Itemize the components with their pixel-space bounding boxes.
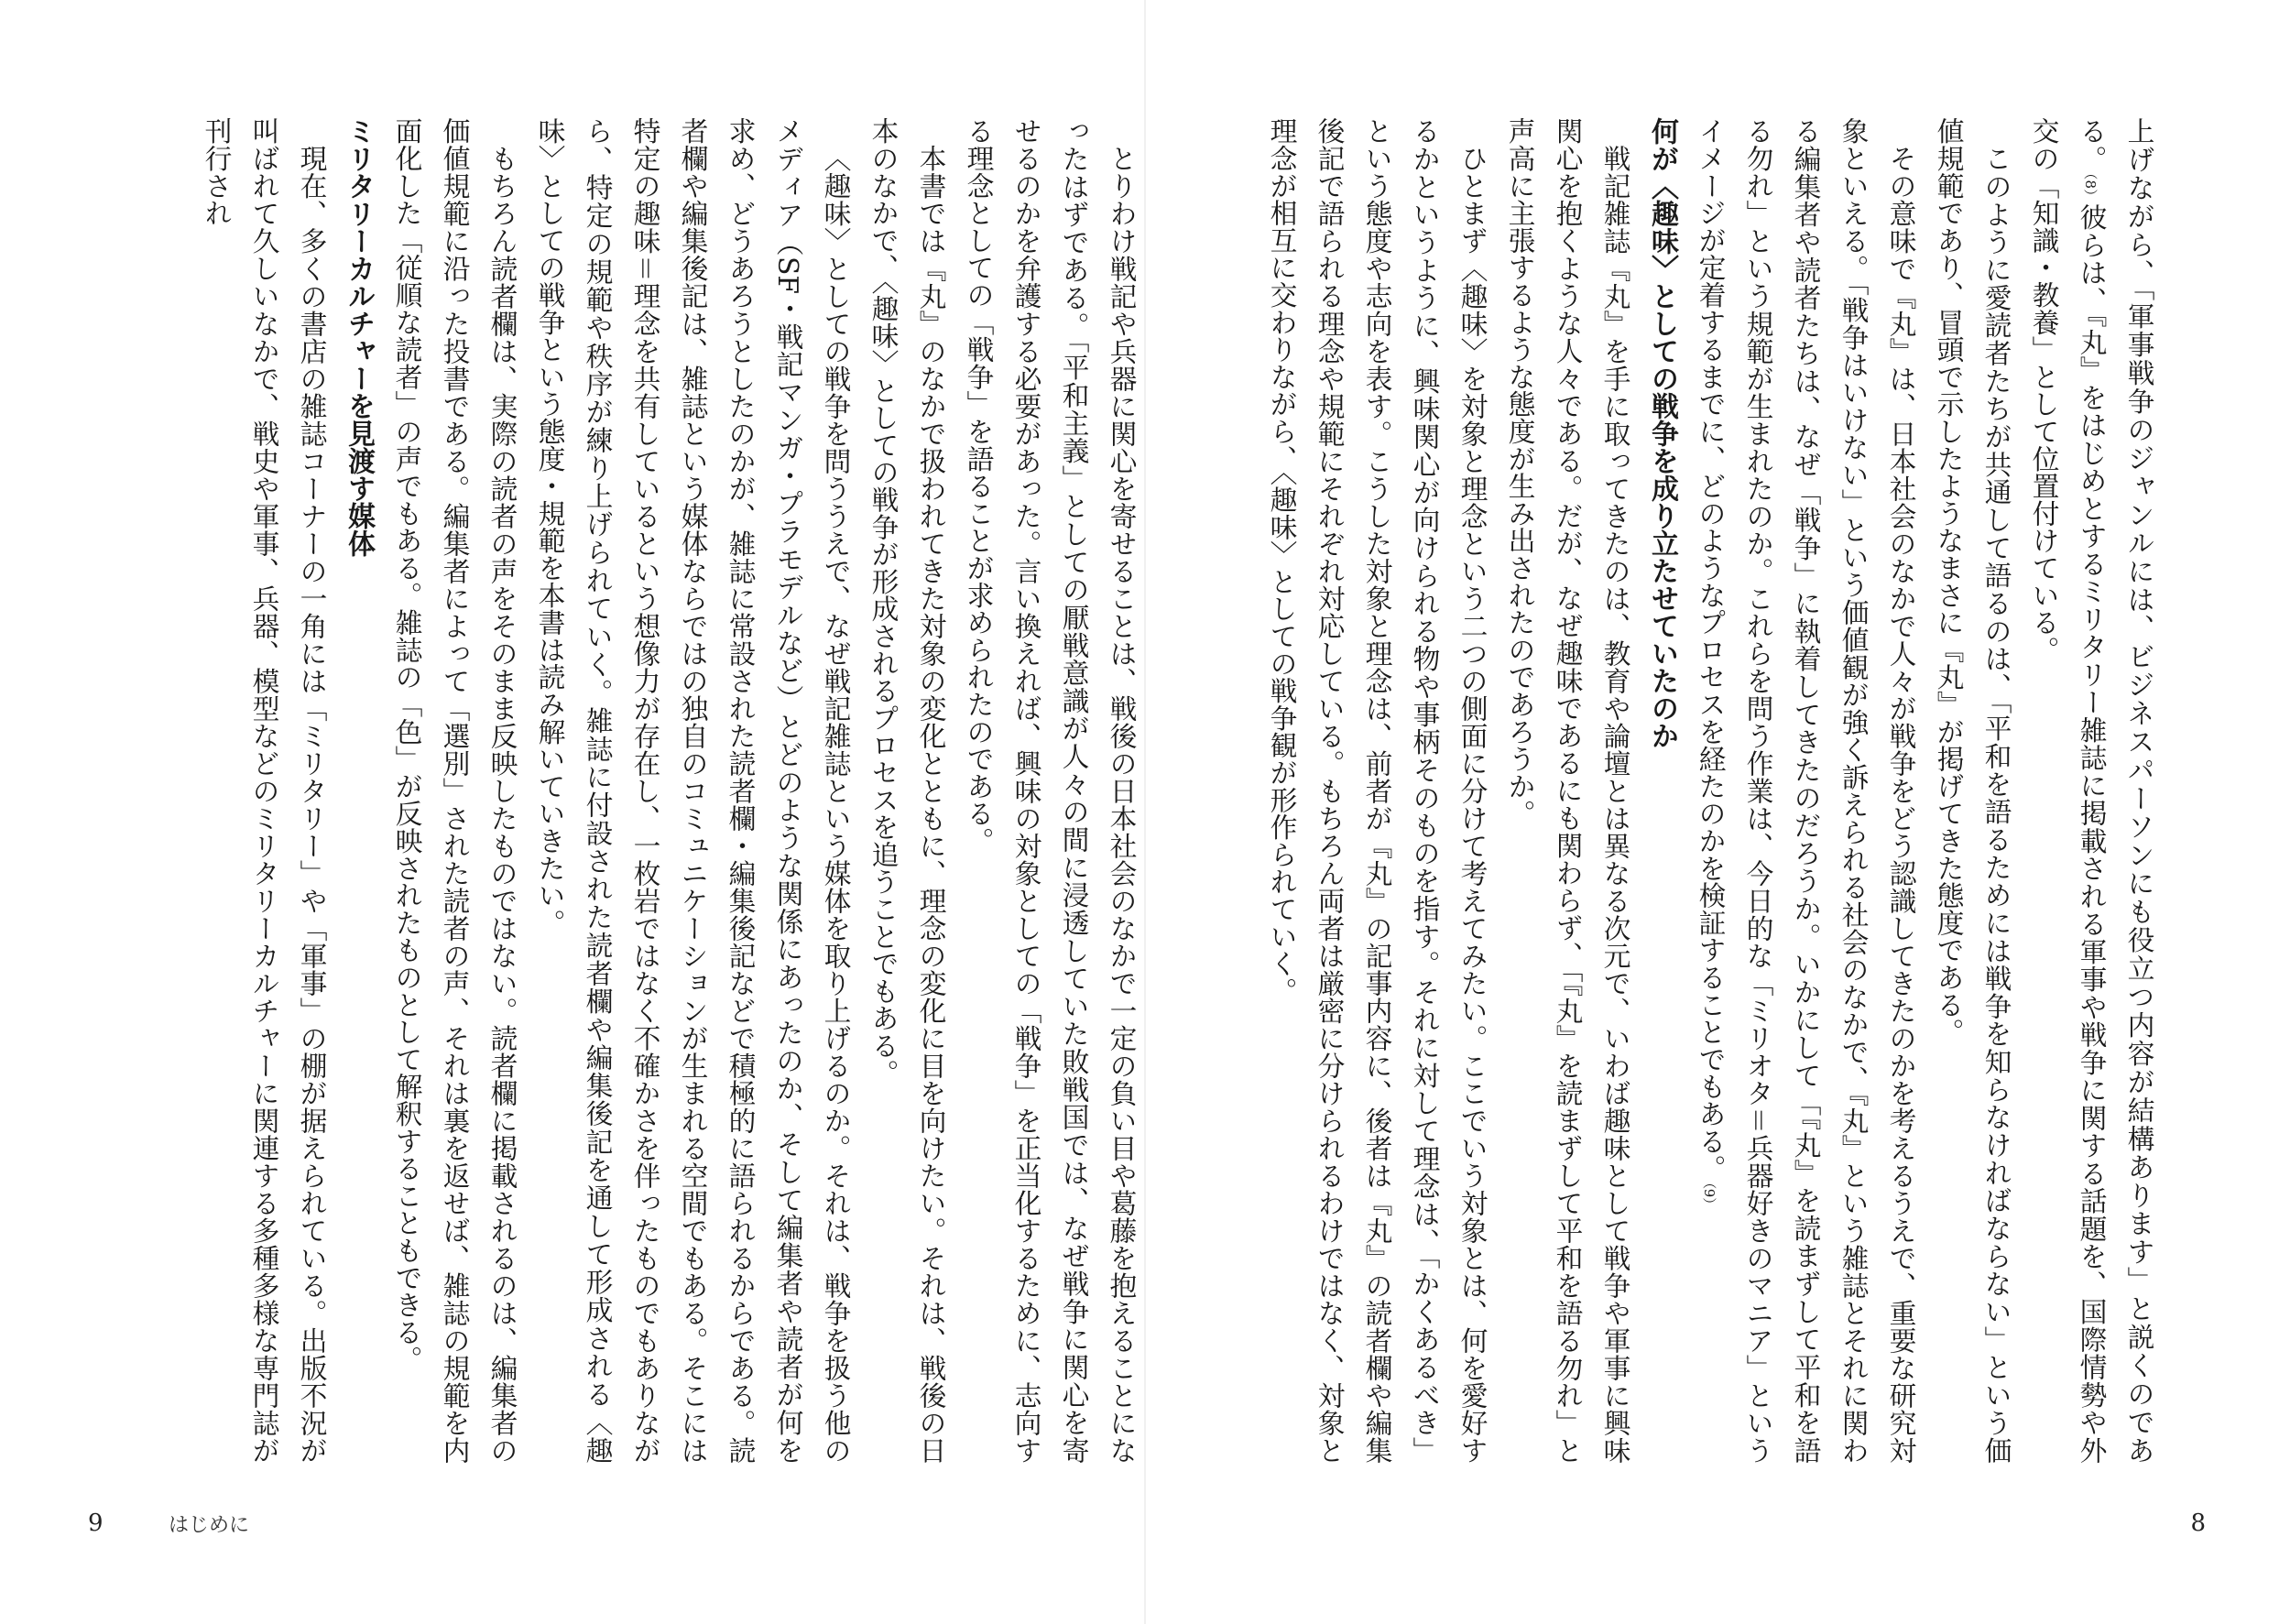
continuation-text: 上げながら、「軍事戦争のジャンルには、ビジネスパーソンにも役立つ内容が結構あります」と説くのである。 <box>2075 117 2154 1464</box>
paragraph: 本書では『丸』のなかで扱われてきた対象の変化とともに、理念の変化に目を向けたい。それは、戦後の日本のなかで、〈趣味〉としての戦争が形成されるプロセスを追うことでもある。 <box>867 117 946 1464</box>
left-page-body <box>146 117 1144 1464</box>
paragraph: 現在、多くの書店の雑誌コーナーの一角には「ミリタリー」や「軍事」の棚が据えられている。出版不況が叫ばれて久しいなかで、戦史や軍事、兵器、模型などのミリタリーカルチャーに関連する多種多様な専門誌が刊行され <box>200 117 327 1464</box>
left-page <box>0 0 1144 1624</box>
continuation-text: 彼らは、『丸』をはじめとするミリタリー雑誌に掲載される軍事や戦争に関する話題を、国際情勢や外交の「知識・教養」として位置付けている。 <box>2027 117 2107 1464</box>
section-heading: ミリタリーカルチャーを見渡す媒体 <box>343 117 375 557</box>
paragraph: 戦記雑誌『丸』を手に取ってきたのは、教育や論壇とは異なる次元で、いわば趣味として戦争や軍事に興味関心を抱くような人々である。だが、なぜ趣味であるにも関わらず、「『丸』を読まずして平和を語る勿れ」と声高に主張するような態度が生み出されたのであろうか。 <box>1503 117 1630 1464</box>
footnote-ref: （9） <box>1701 1182 1718 1212</box>
footnote-ref: （8） <box>2082 172 2099 203</box>
right-page <box>1146 0 2290 1624</box>
running-head: はじめに <box>169 1514 250 1537</box>
page-number: 9 <box>88 1510 104 1537</box>
paragraph: とりわけ戦記や兵器に関心を寄せることは、戦後の日本社会のなかで一定の負い目や葛藤を抱えることになったはずである。「平和主義」としての厭戦意識が人々の間に浸透していた敗戦国では、なぜ戦争に関心を寄せるのかを弁護する必要があった。言い換えれば、興味の対象としての「戦争」を正当化するために、志向する理念としての「戦争」を語ることが求められたのである。 <box>962 117 1137 1464</box>
paragraph <box>1685 117 1924 1464</box>
page-number: 8 <box>2190 1510 2206 1537</box>
paragraph: ひとまず〈趣味〉を対象と理念という二つの側面に分けて考えてみたい。ここでいう対象とは、何を愛好するかというように、興味関心が向けられる物や事柄そのものを指す。それに対して理念は、「かくあるべき」という態度や志向を表す。こうした対象と理念は、前者が『丸』の記事内容に、後者は『丸』の読者欄や編集後記で語られる理念や規範にそれぞれ対応している。もちろん両者は厳密に分けられるわけではなく、対象と理念が相互に交わりながら、〈趣味〉としての戦争観が形作られていく。 <box>1265 117 1488 1464</box>
right-page-body <box>1163 117 2162 1464</box>
paragraph: もちろん読者欄は、実際の読者の声をそのまま反映したものではない。読者欄に掲載されるのは、編集者の価値規範に沿った投書である。編集者によって「選別」された読者の声、それは裏を返せば、雑誌の規範を内面化した「従順な読者」の声でもある。雑誌の「色」が反映されたものとして解釈することもできる。 <box>390 117 518 1464</box>
paragraph-text: その意味で『丸』は、日本社会のなかで人々が戦争をどう認識してきたのかを考えるうえで、重要な研究対象といえる。「戦争はいけない」という価値観が強く訴えられる社会のなかで、『丸』という雑誌とそれに関わる編集者や読者たちは、なぜ「戦争」に執着してきたのだろうか。いかにして「『丸』を読まずして平和を語る勿れ」という規範が生まれたのか。これらを問う作業は、今日的な「ミリオタ＝兵器好きのマニア」というイメージが定着するまでに、どのようなプロセスを経たのかを検証することでもある。 <box>1694 117 1916 1464</box>
paragraph: 〈趣味〉としての戦争を問ううえで、なぜ戦記雑誌という媒体を取り上げるのか。それは、戦争を扱う他のメディア（SF・戦記マンガ・プラモデルなど）とどのような関係にあったのか、そして編集者や読者が何を求め、どうあろうとしたのかが、雑誌に常設された読者欄・編集後記などで積極的に語られるからである。読者欄や編集後記は、雑誌という媒体ならではの独自のコミュニケーションが生まれる空間でもある。そこには特定の趣味＝理念を共有しているという想像力が存在し、一枚岩ではなく不確かさを伴ったものでもありながら、特定の規範や秩序が練り上げられていく。雑誌に付設された読者欄や編集後記を通して形成される〈趣味〉としての戦争という態度・規範を本書は読み解いていきたい。 <box>533 117 851 1464</box>
paragraph <box>2019 117 2162 1464</box>
section-heading: 何が〈趣味〉としての戦争を成り立たせていたのか <box>1646 117 1678 749</box>
paragraph: このように愛読者たちが共通して語るのは、「平和を語るためには戦争を知らなければならない」という価値規範であり、冒頭で示したようなまさに『丸』が掲げてきた態度である。 <box>1932 117 2012 1464</box>
